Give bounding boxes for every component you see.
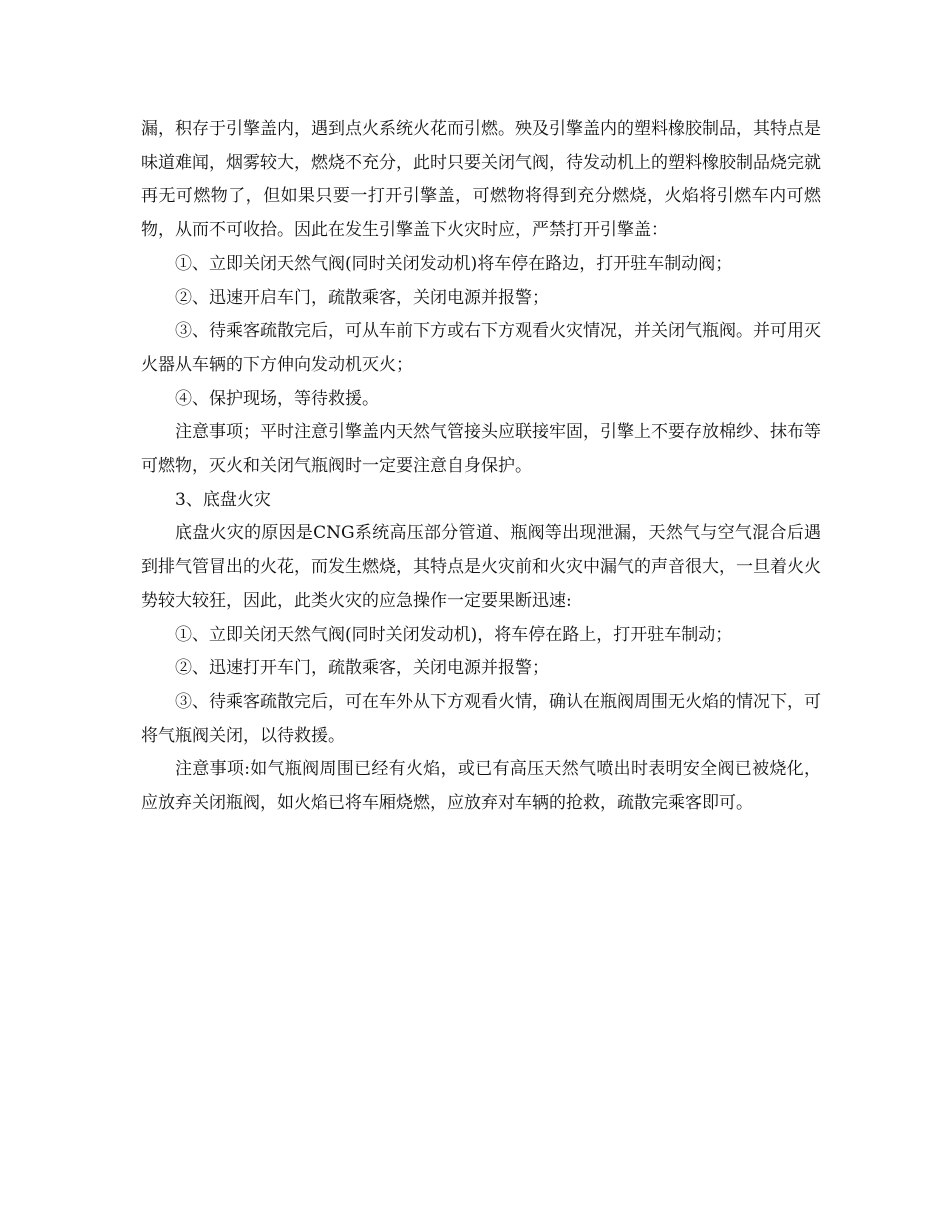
chassis-fire-step-1: ①、立即关闭天然气阀(同时关闭发动机)，将车停在路上，打开驻车制动； bbox=[175, 624, 733, 645]
document-body bbox=[141, 113, 821, 821]
engine-fire-step-4: ④、保护现场，等待救援。 bbox=[175, 388, 379, 409]
chassis-fire-description: 底盘火灾的原因是CNG系统高压部分管道、瓶阀等出现泄漏，天然气与空气混合后遇到排气管冒出的火花，而发生燃烧，其特点是火灾前和火灾中漏气的声音很大，一旦着火火势较大较狂，因此，此类火灾的应急操作一定要果断迅速: bbox=[141, 523, 821, 611]
chassis-fire-notes: 注意事项:如气瓶阀周围已经有火焰，或已有高压天然气喷出时表明安全阀已被烧化，应放弃关闭瓶阀，如火焰已将车厢烧燃，应放弃对车辆的抢救，疏散完乘客即可。 bbox=[141, 759, 821, 814]
engine-fire-step-1: ①、立即关闭天然气阀(同时关闭发动机)将车停在路边，打开驻车制动阀； bbox=[175, 253, 733, 274]
engine-fire-step-3: ③、待乘客疏散完后，可从车前下方或右下方观看火灾情况，并关闭气瓶阀。并可用灭火器从车辆的下方伸向发动机灭火； bbox=[141, 321, 821, 375]
chassis-fire-step-2: ②、迅速打开车门，疏散乘客，关闭电源并报警； bbox=[175, 658, 549, 679]
engine-fire-notes: 注意事项；平时注意引擎盖内天然气管接头应联接牢固，引擎上不要存放棉纱、抹布等可燃物，灭火和关闭气瓶阀时一定要注意自身保护。 bbox=[141, 422, 821, 477]
section-heading-chassis-fire: 3、底盘火灾 bbox=[175, 489, 271, 510]
engine-fire-step-2: ②、迅速开启车门，疏散乘客，关闭电源并报警； bbox=[175, 287, 549, 308]
paragraph-engine-fire-continued: 漏，积存于引擎盖内，遇到点火系统火花而引燃。殃及引擎盖内的塑料橡胶制品，其特点是味道难闻，烟雾较大，燃烧不充分，此时只要关闭气阀，待发动机上的塑料橡胶制品烧完就再无可燃物了，但如果只要一打开引擎盖，可燃物将得到充分燃烧，火焰将引燃车内可燃物，从而不可收拾。因此在发生引擎盖下火灾时应，严禁打开引擎盖： bbox=[141, 119, 821, 241]
chassis-fire-step-3: ③、待乘客疏散完后，可在车外从下方观看火情，确认在瓶阀周围无火焰的情况下，可将气瓶阀关闭，以待救援。 bbox=[141, 691, 821, 746]
